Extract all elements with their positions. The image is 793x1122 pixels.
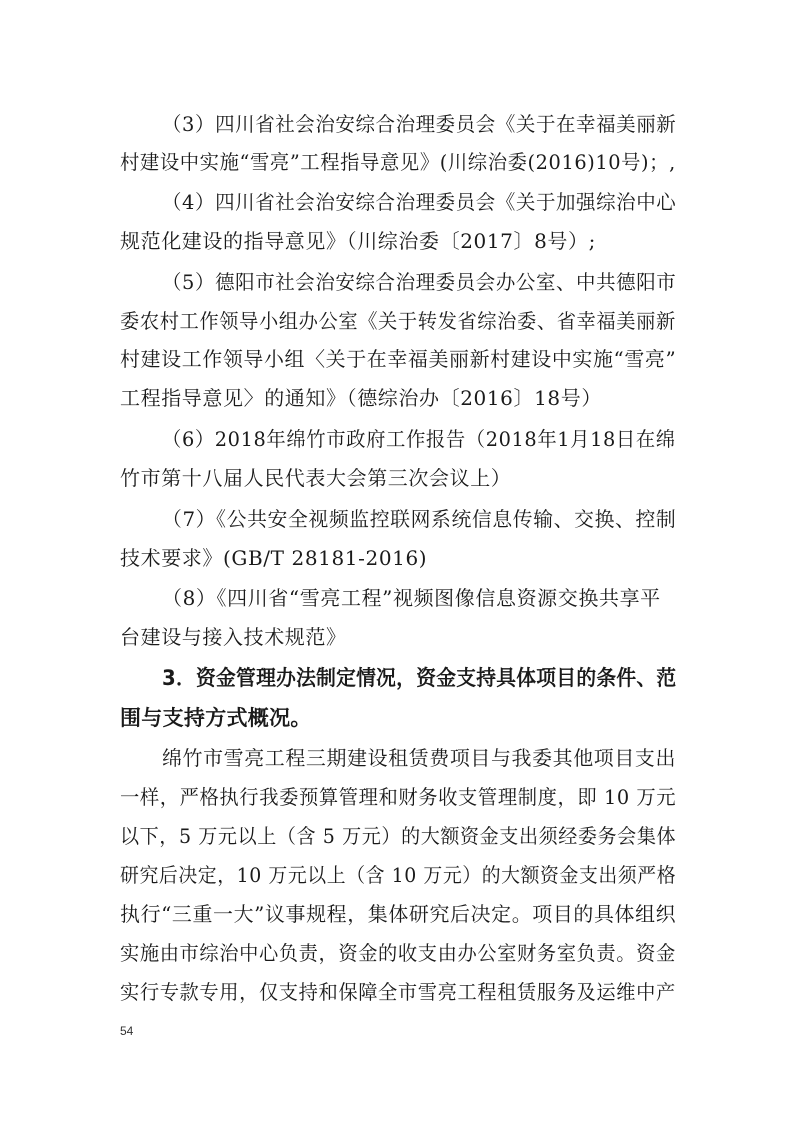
ref-5-line-4: 工程指导意见〉的通知》（德综治办〔2016〕18号） (120, 386, 602, 410)
ref-3-line-1: （3）四川省社会治安综合治理委员会《关于在幸福美丽新 (162, 112, 677, 136)
ref-4-line-1: （4）四川省社会治安综合治理委员会《关于加强综治中心 (162, 190, 677, 214)
body-line-1: 绵竹市雪亮工程三期建设租赁费项目与我委其他项目支出 (162, 746, 677, 770)
ref-7-line-2: 技术要求》(GB/T 28181-2016) (120, 546, 428, 570)
ref-5-line-3: 村建设工作领导小组〈关于在幸福美丽新村建设中实施“雪亮” (120, 347, 677, 371)
page-number: 54 (120, 1024, 134, 1038)
ref-4-line-2: 规范化建设的指导意见》（川综治委〔2017〕8号）; (120, 229, 596, 253)
body-line-7: 实行专款专用，仅支持和保障全市雪亮工程租赁服务及运维中产 (120, 980, 676, 1004)
ref-8-line-2: 台建设与接入技术规范》 (120, 625, 347, 649)
ref-5-line-1: （5）德阳市社会治安综合治理委员会办公室、中共德阳市 (162, 270, 677, 294)
ref-8-line-1: （8）《四川省“雪亮工程”视频图像信息资源交换共享平 (162, 586, 661, 610)
ref-7-line-1: （7）《公共安全视频监控联网系统信息传输、交换、控制 (162, 507, 677, 531)
body-line-6: 实施由市综治中心负责，资金的收支由办公室财务室负责。资金 (120, 941, 676, 965)
section-heading-line-1: 3．资金管理办法制定情况，资金支持具体项目的条件、范 (162, 666, 677, 690)
ref-6-line-2: 竹市第十八届人民代表大会第三次会议上） (120, 466, 512, 490)
ref-6-line-1: （6）2018年绵竹市政府工作报告（2018年1月18日在绵 (162, 427, 676, 451)
ref-5-line-2: 委农村工作领导小组办公室《关于转发省综治委、省幸福美丽新 (120, 309, 676, 333)
body-line-2: 一样，严格执行我委预算管理和财务收支管理制度，即 10 万元 (120, 785, 677, 809)
body-line-3: 以下，5 万元以上（含 5 万元）的大额资金支出须经委务会集体 (120, 824, 677, 848)
body-line-5: 执行“三重一大”议事规程，集体研究后决定。项目的具体组织 (120, 902, 677, 926)
section-heading-line-2: 围与支持方式概况。 (120, 706, 312, 730)
ref-3-line-2: 村建设中实施“雪亮”工程指导意见》(川综治委(2016)10号)；, (120, 150, 676, 174)
body-line-4: 研究后决定，10 万元以上（含 10 万元）的大额资金支出须严格 (120, 863, 677, 887)
